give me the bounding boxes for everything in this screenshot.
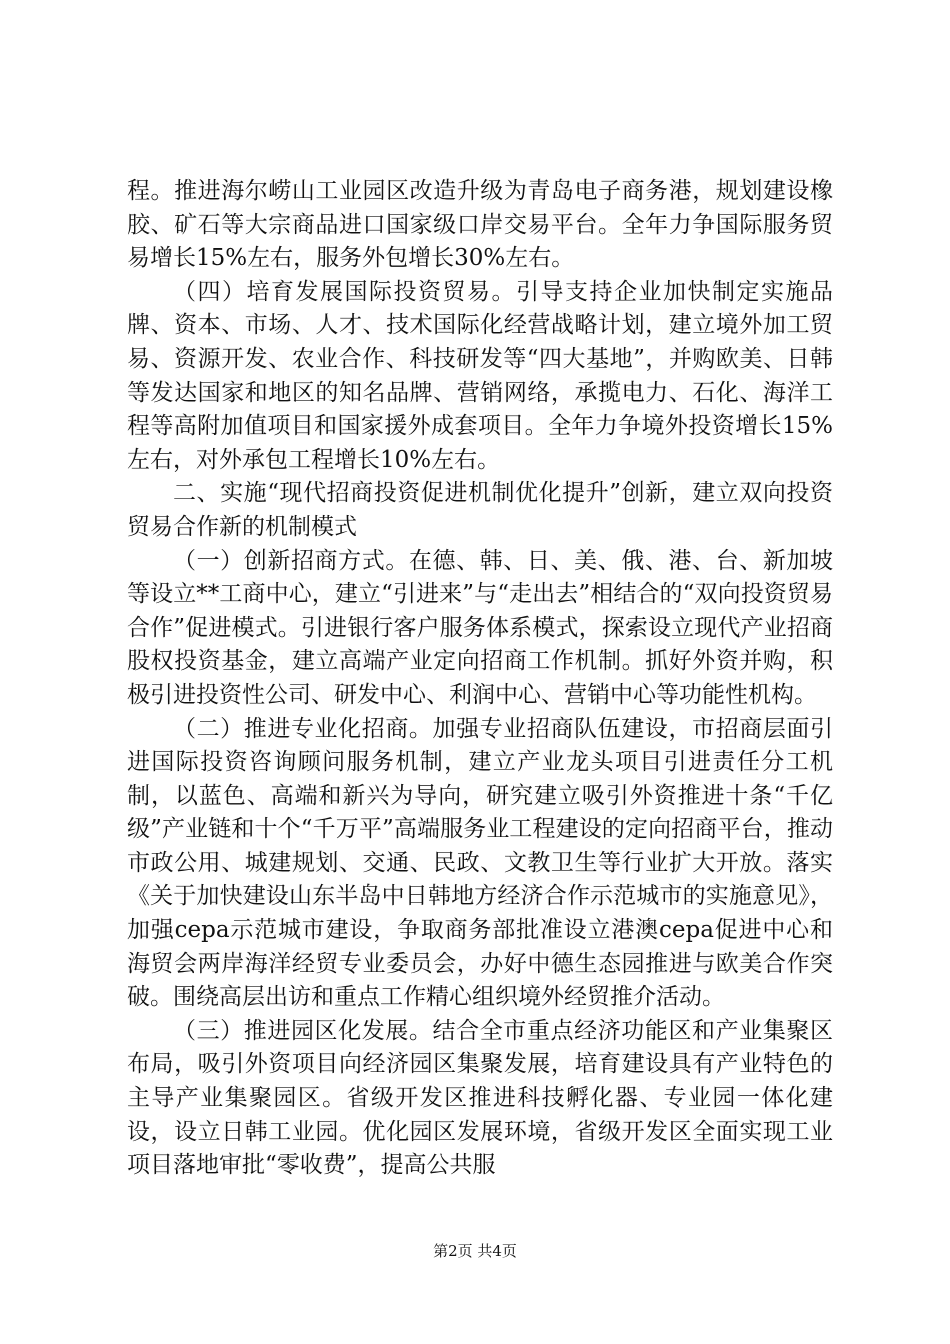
document-body [127, 175, 833, 1183]
paragraph-4: （二）推进专业化招商。加强专业招商队伍建设，市招商层面引进国际投资咨询顾问服务机制，建立产业龙头项目引进责任分工机制，以蓝色、高端和新兴为导向，研究建立吸引外资推进十条“千亿级”产业链和十个“千万平”高端服务业工程建设的定向招商平台，推动市政公用、城建规划、交通、民政、文教卫生等行业扩大开放。落实《关于加快建设山东半岛中日韩地方经济合作示范城市的实施意见》，加强cepa示范城市建设，争取商务部批准设立港澳cepa促进中心和海贸会两岸海洋经贸专业委员会，办好中德生态园推进与欧美合作突破。围绕高层出访和重点工作精心组织境外经贸推介活动。 [127, 715, 833, 1011]
paragraph-5: （三）推进园区化发展。结合全市重点经济功能区和产业集聚区布局，吸引外资项目向经济园区集聚发展，培育建设具有产业特色的主导产业集聚园区。省级开发区推进科技孵化器、专业园一体化建设，设立日韩工业园。优化园区发展环境，省级开发区全面实现工业项目落地审批“零收费”，提高公共服 [127, 1017, 833, 1179]
paragraph-2: （四）培育发展国际投资贸易。引导支持企业加快制定实施品牌、资本、市场、人才、技术国际化经营战略计划，建立境外加工贸易、资源开发、农业合作、科技研发等“四大基地”，并购欧美、日韩等发达国家和地区的知名品牌、营销网络，承揽电力、石化、海洋工程等高附加值项目和国家援外成套项目。全年力争境外投资增长15%左右，对外承包工程增长10%左右。 [127, 278, 833, 473]
page-number-footer: 第2页 共4页 [433, 1242, 517, 1260]
paragraph-3: （一）创新招商方式。在德、韩、日、美、俄、港、台、新加坡等设立**工商中心，建立“引进来”与“走出去”相结合的“双向投资贸易合作”促进模式。引进银行客户服务体系模式，探索设立现代产业招商股权投资基金，建立高端产业定向招商工作机制。抓好外资并购，积极引进投资性公司、研发中心、利润中心、营销中心等功能性机构。 [127, 547, 833, 708]
section-heading-2: 二、实施“现代招商投资促进机制优化提升”创新，建立双向投资贸易合作新的机制模式 [127, 480, 833, 540]
paragraph-1: 程。推进海尔崂山工业园区改造升级为青岛电子商务港，规划建设橡胶、矿石等大宗商品进口国家级口岸交易平台。全年力争国际服务贸易增长15%左右，服务外包增长30%左右。 [127, 178, 833, 272]
